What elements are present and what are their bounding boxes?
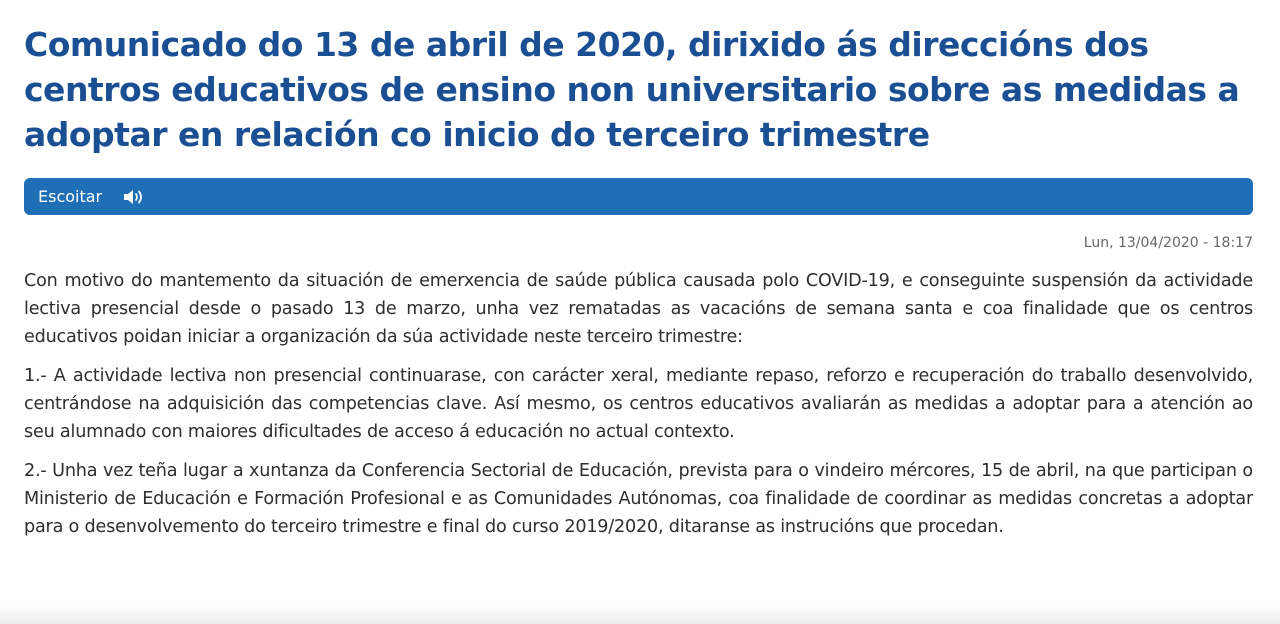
listen-button[interactable]	[38, 187, 146, 207]
article	[24, 22, 1253, 552]
listen-bar	[24, 178, 1253, 215]
listen-label: Escoitar	[38, 187, 103, 206]
bottom-shade	[0, 606, 1280, 624]
speaker-icon	[122, 187, 146, 207]
publish-date: Lun, 13/04/2020 - 18:17	[1083, 235, 1253, 251]
paragraph-intro: Con motivo do mantemento da situación de emerxencia de saúde pública causada polo COVID-19, e conseguinte suspensión da actividade lectiva presencial desde o pasado 13 de marzo, unha vez rematadas as vacacións de semana santa e coa finalidade que os centros educativos poidan iniciar a organización da súa actividade neste terceiro trimestre:	[24, 271, 1253, 347]
paragraph-point-1: 1.- A actividade lectiva non presencial continuarase, con carácter xeral, mediante repaso, reforzo e recuperación do traballo desenvolvido, centrándose na adquisición das competencias clave. Así mesmo, os centros educativos avaliarán as medidas a adoptar para a atención ao seu alumnado con maiores dificultades de acceso á educación no actual contexto.	[24, 366, 1253, 442]
article-body	[24, 267, 1253, 541]
paragraph-point-2: 2.- Unha vez teña lugar a xuntanza da Conferencia Sectorial de Educación, prevista para o vindeiro mércores, 15 de abril, na que participan o Ministerio de Educación e Formación Profesional e as Comunidades Autónomas, coa finalidade de coordinar as medidas concretas a adoptar para o desenvolvemento do terceiro trimestre e final do curso 2019/2020, ditaranse as instrucións que procedan.	[24, 461, 1253, 537]
page-title: Comunicado do 13 de abril de 2020, dirixido ás direccións dos centros educativos de ensino non universitario sobre as medidas a adoptar en relación co inicio do terceiro trimestre	[24, 25, 1240, 154]
